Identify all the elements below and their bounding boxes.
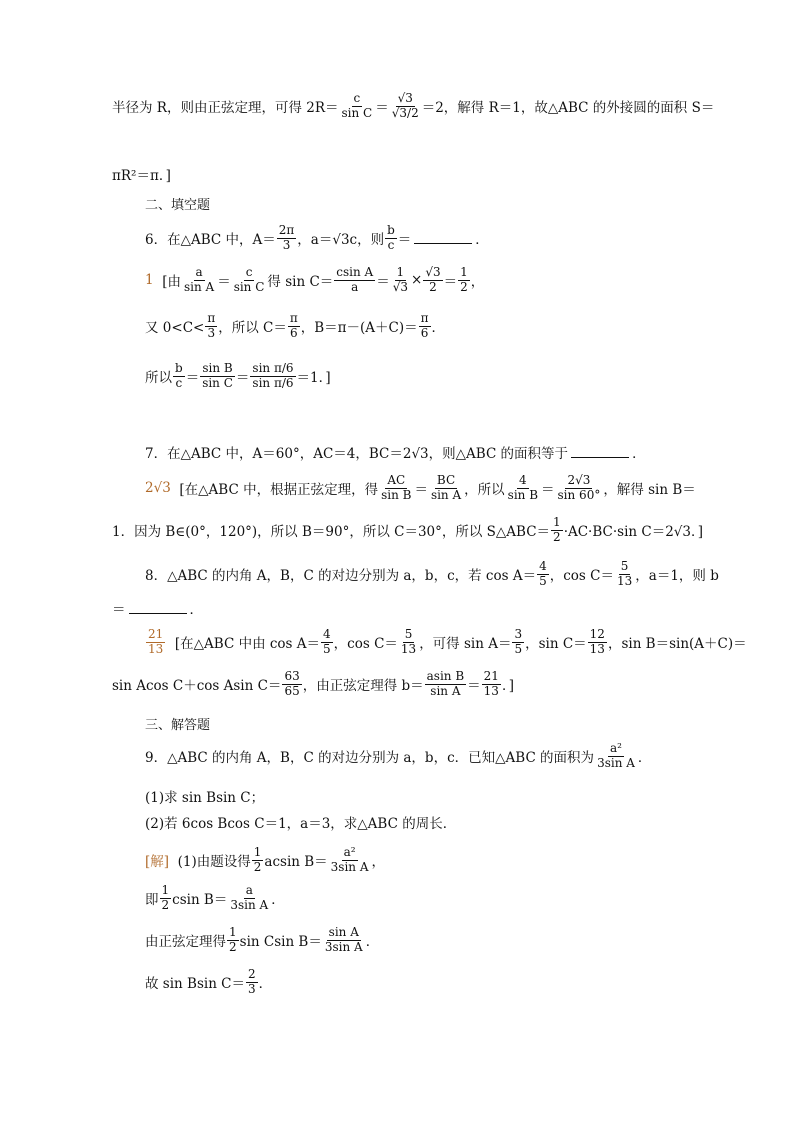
fraction: $\frac{2}{3}$ (248, 967, 256, 996)
fraction: $\frac{5}{13}$ (616, 559, 633, 588)
fraction: $\frac{1}{2}$ (161, 883, 170, 912)
answer-value: $\frac{21}{13}$ (148, 627, 164, 656)
fraction-b-c: $\frac{b}{c}$ (387, 223, 395, 252)
question-6: 6．在△ABC 中，A＝ $\frac{2\pi}{3}$ ，a＝√3c，则 $\frac{b}{c}$ ＝ ． (145, 223, 489, 252)
fraction: $\frac{4}{5}$ (539, 559, 547, 588)
answer-blank[interactable] (414, 233, 472, 244)
answer-blank[interactable] (129, 603, 187, 614)
fraction: $\frac{\text{sin B}}{\text{sin C}}$ (202, 361, 233, 390)
fraction: $\frac{4}{\text{sin B}}$ (507, 473, 539, 502)
question-8-line-2: ＝ ． (112, 602, 203, 618)
fraction: $\frac{1}{2}$ (253, 845, 262, 874)
answer-7-line-1: 2√3 [在△ABC 中，根据正弦定理，得 $\frac{AC}{\text{sin B}}$ ＝ $\frac{BC}{\text{sin A}}$ ，所以 $\frac{4}{\text{sin B}}$ ＝ $\frac{2√3}{\sin 60^\circ}$ ，解得 sin B＝ (145, 473, 696, 502)
question-7: 7．在△ABC 中，A＝60°，AC＝4，BC＝2√3，则△ABC 的面积等于 ． (145, 442, 646, 462)
text: [由 (162, 274, 181, 291)
solution-line-2 (112, 164, 171, 184)
fraction: $\frac{\text{sin A}}{\text{3sin A}}$ (324, 925, 363, 954)
answer-8-line-2: sin Acos C＋cos Asin C＝ $\frac{63}{65}$ ，由正弦定理得 b＝ $\frac{\text{asin B}}{\text{sin A}}$ ＝ $\frac{21}{13}$ ．] (112, 669, 514, 698)
answer-6-line-1: 1 [由 $\frac{a}{\text{sin A}}$ ＝ $\frac{c}{\text{sin C}}$ 得 sin C＝ $\frac{\text{csin A}}{a}$ ＝ $\frac{1}{√3}$ × $\frac{√3}{2}$ ＝ $\frac{1}{2}$ ， (145, 265, 485, 294)
section-title: 二、填空题 (145, 198, 211, 213)
answer-value: 2√3 (145, 480, 171, 497)
answer-6-line-2: 又 0<C< $\frac{\pi}{3}$ ，所以 C＝ $\frac{\pi}{6}$ ，B＝π－(A＋C)＝ $\frac{\pi}{6}$ ． (145, 311, 446, 340)
answer-8-line-1: $\frac{21}{13}$ [在△ABC 中由 cos A＝ $\frac{4}{5}$ ，cos C＝ $\frac{5}{13}$ ，可得 sin A＝ $\frac{3}{5}$ ，sin C＝ $\frac{12}{13}$ ，sin B＝sin(A＋C)＝ (148, 627, 747, 656)
text: ＝ (397, 232, 412, 249)
fraction: $\frac{b}{c}$ (175, 361, 183, 390)
fraction: $\frac{\text{csin A}}{a}$ (336, 265, 374, 294)
answer-blank[interactable] (571, 447, 629, 458)
solution-9-step-4: 故 sin Bsin C＝ $\frac{2}{3}$ ． (145, 967, 273, 996)
text: 7．在△ABC 中，A＝60°，AC＝4，BC＝2√3，则△ABC 的面积等于 (145, 446, 569, 462)
fraction: $\frac{a}{\text{3sin A}}$ (230, 883, 269, 912)
section-heading-solve (145, 714, 210, 733)
solution-9-step-3: 由正弦定理得 $\frac{1}{2}$ sin Csin B＝ $\frac{\text{sin A}}{\text{3sin A}}$ ． (145, 925, 380, 954)
fraction: $\frac{√3}{2}$ (425, 265, 441, 294)
fraction: $\frac{1}{2}$ (460, 265, 468, 294)
question-8-line-1: 8．△ABC 的内角 A，B，C 的对边分别为 a，b，c，若 cos A＝ $\frac{4}{5}$ ，cos C＝ $\frac{5}{13}$ ，a＝1，则 b (145, 559, 719, 588)
solution-9-step-2: 即 $\frac{1}{2}$ csin B＝ $\frac{a}{\text{3sin A}}$ ． (145, 883, 285, 912)
fraction: $\frac{1}{√3}$ (392, 265, 408, 294)
fraction: $\frac{5}{13}$ (400, 627, 417, 656)
fraction: $\frac{\pi}{6}$ (420, 311, 429, 340)
fraction: $\frac{\text{asin B}}{\text{sin A}}$ (426, 669, 465, 698)
fraction: $\frac{63}{65}$ (284, 669, 300, 698)
text: πR²＝π．] (112, 168, 171, 184)
fraction: $\frac{a}{\text{sin A}}$ (183, 265, 215, 294)
fraction-c-sinC: $\frac{c}{\text{sin C}}$ (341, 91, 373, 120)
fraction: $\frac{12}{13}$ (589, 627, 605, 656)
fraction: $\frac{4}{5}$ (323, 627, 331, 656)
fraction: $\frac{BC}{\text{sin A}}$ (430, 473, 462, 502)
section-heading-fill (145, 194, 210, 213)
fraction: $\frac{AC}{\text{sin B}}$ (381, 473, 412, 502)
fraction: $\frac{3}{5}$ (514, 627, 523, 656)
fraction: $\frac{\text{a²}}{\text{3sin A}}$ (330, 845, 369, 874)
fraction: $\frac{21}{13}$ (483, 669, 499, 698)
fraction: $\frac{\pi}{3}$ (207, 311, 216, 340)
fraction-r3-over-r3-2: $\frac{√3}{√3/2}$ (391, 91, 419, 120)
solution-line-1: 半径为 R，则由正弦定理，可得 2R＝ $\frac{c}{\text{sin C}}$ ＝ $\frac{√3}{√3/2}$ ＝2，解得 R＝1，故△ABC 的外接圆的面积 S＝ (112, 91, 715, 120)
solution-9-step-1: [解] (1)由题设得 $\frac{1}{2}$ acsin B＝ $\frac{\text{a²}}{\text{3sin A}}$ ， (145, 845, 386, 874)
question-9: 9．△ABC 的内角 A，B，C 的对边分别为 a，b，c．已知△ABC 的面积为 $\frac{\text{a²}}{\text{3sin A}}$ ． (145, 741, 652, 770)
fraction: $\frac{1}{2}$ (229, 925, 237, 954)
text: 6．在△ABC 中，A＝ (145, 232, 276, 249)
question-9-part-2: (2)若 6cos Bcos C＝1，a＝3，求△ABC 的周长． (145, 816, 457, 832)
fraction: $\frac{1}{2}$ (553, 515, 561, 544)
fraction: $\frac{\pi}{6}$ (289, 311, 298, 340)
fraction: $\frac{\text{a²}}{\text{3sin A}}$ (597, 741, 635, 770)
fraction: $\frac{2√3}{\sin 60^\circ}$ (557, 473, 601, 502)
section-title: 三、解答题 (145, 718, 211, 733)
answer-7-line-2: 1．因为 B∈(0°，120°)，所以 B＝90°，所以 C＝30°，所以 S△ABC＝ $\frac{1}{2}$ ·AC·BC·sin C＝2√3．] (112, 515, 703, 544)
question-9-part-1: (1)求 sin Bsin C； (145, 790, 265, 806)
text: ，a＝√3c，则 (297, 232, 385, 249)
answer-6-line-3: 所以 $\frac{b}{c}$ ＝ $\frac{\text{sin B}}{\text{sin C}}$ ＝ $\frac{\text{sin π/6}}{\text{sin π/6}}$ ＝1．] (145, 361, 331, 390)
fraction: $\frac{\text{sin π/6}}{\text{sin π/6}}$ (252, 361, 294, 390)
fraction: $\frac{c}{\text{sin C}}$ (233, 265, 265, 294)
text: ＝2，解得 R＝1，故△ABC 的外接圆的面积 S＝ (421, 100, 715, 117)
solution-tag: [解] (145, 854, 170, 871)
answer-value: 1 (145, 272, 154, 289)
text: 半径为 R，则由正弦定理，可得 2R＝ (112, 100, 339, 117)
fraction-2pi-3: $\frac{2\pi}{3}$ (278, 223, 295, 252)
